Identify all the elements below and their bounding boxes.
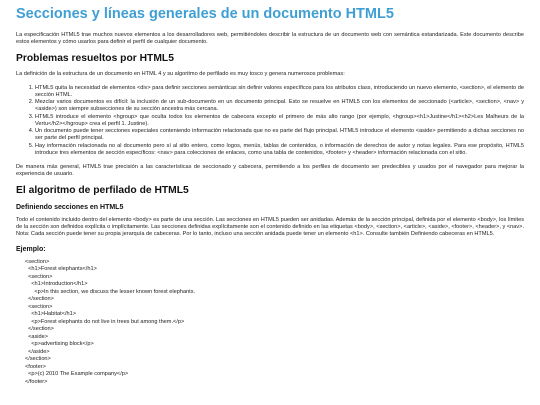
problems-list [16,85,524,157]
page-title: Secciones y líneas generales de un documento HTML5 [16,6,394,22]
list-item: 1. HTML5 quita la necesidad de elementos <div> para definir secciones semánticas sin definir valores específicos para los atributos class, introduciendo un nuevo elemento, <section>, el elemento de sección HTML. [35,85,524,99]
algorithm-heading: El algoritmo de perfilado de HTML5 [16,184,189,196]
list-item: 3. HTML5 introduce el elemento <hgroup> que oculta todos los elementos de cabecera excepto el primero de más alto rango (por ejemplo, <hgroup><h1>Justine</h1><h2>Les Malheurs de la Vertu</h2></hgroup> crea el perfil 1. Justine). [35,114,524,128]
problems-lead: La definición de la estructura de un documento en HTML 4 y su algoritmo de perfilado es muy tosco y genera numerosos problemas: [16,71,345,77]
problems-closing: De manera más general, HTML5 trae precisión a las características de seccionado y cabecera, permitiendo a los perfiles de documento ser predecibles y usados por el navegador para mejorar la experiencia de usuario. [16,163,524,177]
list-item: 5. Hay información relacionada no al documento pero sí al sitio entero, como logos, menús, tablas de contenidos, o información de derechos de autor y notas legales. Para ese propósito, HTML5 introduce tres elementos de sección específicos: <nav> para colecciones de enlaces, como una tabla de contenidos, <footer> y <header> información relacionada con el sitio. [35,143,524,157]
defining-sections-subheading: Definiendo secciones en HTML5 [16,203,124,211]
code-example: <section> <h1>Forest elephants</h1> <section> <h1>Introduction</h1> <p>In this section, we discuss the lesser known forest elephants. </section> <section> <h1>Habitat</h1> <p>Forest elephants do not live in trees but among them.</p> </section> <aside> <p>advertising block</p> </aside> </section> <footer> <p>(c) 2010 The Example company</p> </footer> [25,258,196,385]
example-label: Ejemplo: [16,245,46,253]
list-item: 4. Un documento puede tener secciones especiales conteniendo información relacionada que no es parte del flujo principal. HTML5 introduce el elemento <aside> permitiendo a dichas secciones no ser parte del perfil principal. [35,128,524,142]
algorithm-body: Todo el contenido incluido dentro del elemento <body> es parte de una sección. Las secciones en HTML5 pueden ser anidadas. Además de la sección principal, definida por el elemento <body>, los límites de la sección son definidos explícita o implícitamente. Las secciones definidas explícitamente son el contenido definido en las etiquetas <body>, <section>, <article>, <aside>, <footer>, <header>, y <nav>. Nota: Cada sección puede tener su propia jerarquía de cabeceras. Por lo tanto, incluso una sección anidada puede tener un elemento <h1>. Consulte también Definiendo cabeceras en HTML5. [16,216,524,237]
document-page [16,6,524,386]
intro-paragraph: La especificación HTML5 trae muchos nuevos elementos a los desarrolladores web, permitiéndoles describir la estructura de un documento web con semántica estandarizada. Este documento describe estos elementos y cómo usarlos para definir el perfil de cualquier documento. [16,32,524,45]
list-item: 2. Mezclar varios documentos es difícil: la inclusión de un sub-documento en un documento principal. Esto se resuelve en HTML5 con los elementos de seccionado (<article>, <section>, <nav> y <aside>) son siempre subsecciones de su sección ancestra más cercana. [35,99,524,113]
problems-heading: Problemas resueltos por HTML5 [16,53,174,64]
